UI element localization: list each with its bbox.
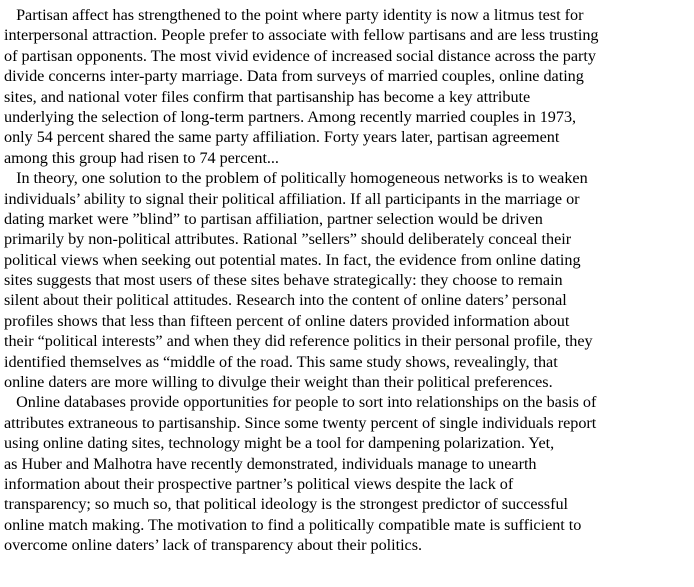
text-line: online daters are more willing to divulge their weight than their political preferences. xyxy=(4,373,553,392)
text-line: their “political interests” and when they did reference politics in their personal profile, they xyxy=(4,332,593,351)
text-line: overcome online daters’ lack of transparency about their politics. xyxy=(4,536,422,555)
text-line: sites, and national voter files confirm that partisanship has become a key attribute xyxy=(4,87,531,106)
text-line: In theory, one solution to the problem of politically homogeneous networks is to weaken xyxy=(4,169,588,188)
text-line: individuals’ ability to signal their political affiliation. If all participants in the marriage or xyxy=(4,189,580,208)
text-line: sites suggests that most users of these sites behave strategically: they choose to remain xyxy=(4,271,563,290)
text-line: transparency; so much so, that political ideology is the strongest predictor of successful xyxy=(4,495,568,514)
text-line: silent about their political attitudes. Research into the content of online daters’ personal xyxy=(4,291,567,310)
text-line: online match making. The motivation to find a politically compatible mate is sufficient to xyxy=(4,515,582,534)
text-line: Online databases provide opportunities for people to sort into relationships on the basis of xyxy=(4,393,597,412)
text-line: profiles shows that less than fifteen percent of online daters provided information about xyxy=(4,311,570,330)
text-line: Partisan affect has strengthened to the point where party identity is now a litmus test for xyxy=(4,6,584,24)
text-line: divide concerns inter-party marriage. Data from surveys of married couples, online dating xyxy=(4,67,584,86)
text-line: information about their prospective partner’s political views despite the lack of xyxy=(4,474,514,493)
document-page xyxy=(4,5,692,556)
text-line: attributes extraneous to partisanship. Since some twenty percent of single individuals report xyxy=(4,413,597,432)
text-line: only 54 percent shared the same party affiliation. Forty years later, partisan agreement xyxy=(4,128,560,147)
paragraph-online-databases xyxy=(4,392,692,555)
text-line: as Huber and Malhotra have recently demonstrated, individuals manage to unearth xyxy=(4,454,537,473)
text-line: among this group had risen to 74 percent... xyxy=(4,148,279,167)
text-line: underlying the selection of long-term partners. Among recently married couples in 1973, xyxy=(4,107,577,126)
text-line: dating market were ”blind” to partisan affiliation, partner selection would be driven xyxy=(4,209,543,228)
paragraph-political-signaling xyxy=(4,168,692,392)
text-line: interpersonal attraction. People prefer to associate with fellow partisans and are less trusting xyxy=(4,26,599,45)
text-line: political views when seeking out potential mates. In fact, the evidence from online dating xyxy=(4,250,581,269)
text-line: of partisan opponents. The most vivid evidence of increased social distance across the party xyxy=(4,46,596,65)
text-line: using online dating sites, technology might be a tool for dampening polarization. Yet, xyxy=(4,434,555,453)
paragraph-partisan-affect xyxy=(4,5,692,168)
text-line: primarily by non-political attributes. Rational ”sellers” should deliberately conceal their xyxy=(4,230,572,249)
text-line: identified themselves as “middle of the road. This same study shows, revealingly, that xyxy=(4,352,558,371)
